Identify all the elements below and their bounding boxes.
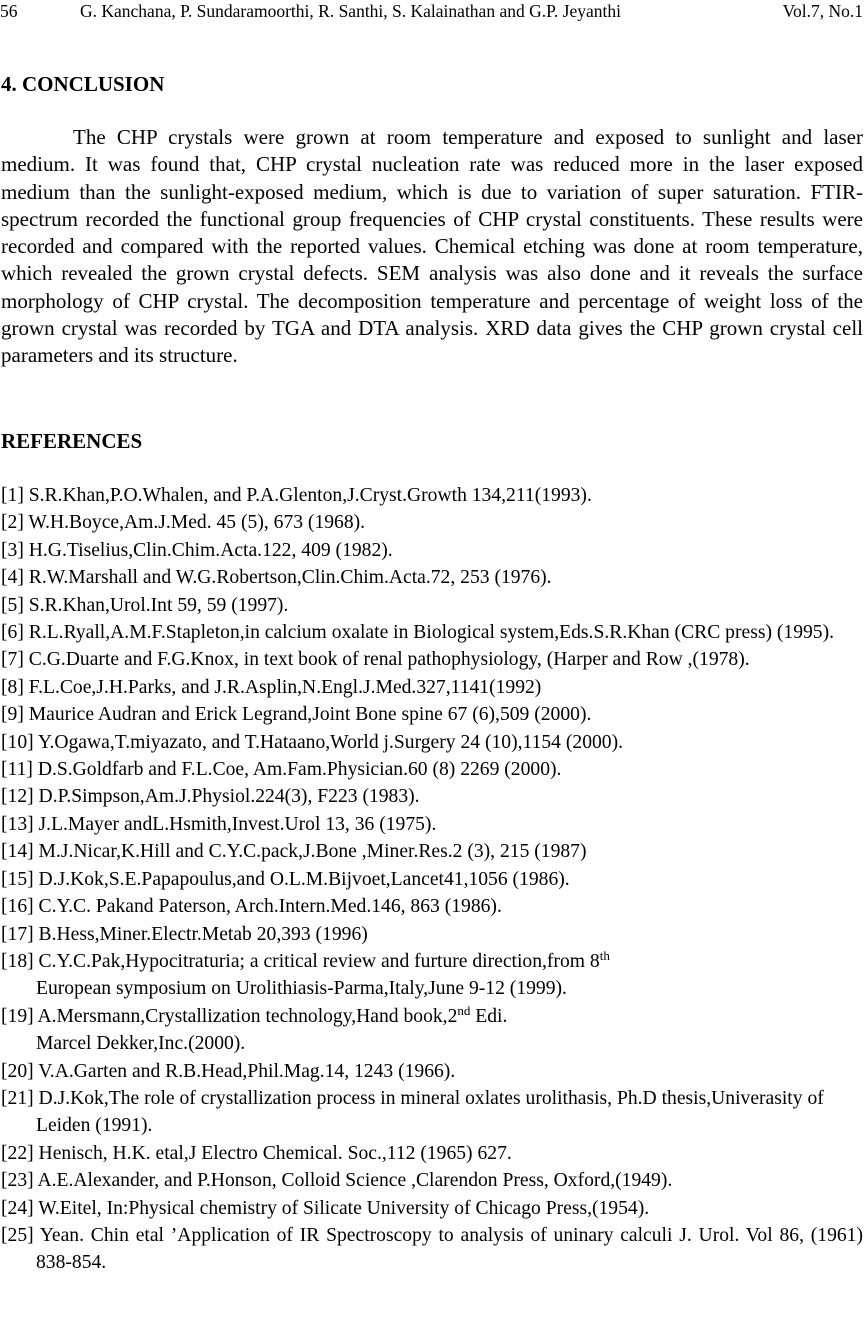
reference-item: [21] D.J.Kok,The role of crystallization process in mineral oxlates urolithasis, Ph.D thesis,Univerasity of Leiden (1991). — [1, 1087, 824, 1137]
reference-item: [23] A.E.Alexander, and P.Honson, Colloid Science ,Clarendon Press, Oxford,(1949). — [1, 1170, 673, 1192]
reference-item — [1, 1003, 863, 1058]
reference-item: [14] M.J.Nicar,K.Hill and C.Y.C.pack,J.Bone ,Miner.Res.2 (3), 215 (1987) — [1, 841, 587, 863]
conclusion-paragraph: The CHP crystals were grown at room temperature and exposed to sunlight and laser medium. It was found that, CHP crystal nucleation rate was reduced more in the laser exposed medium than the sunlight-exposed medium, which is due to variation of super saturation. FTIR-spectrum recorded the functional group frequencies of CHP crystal constituents. These results were recorded and compared with the reported values. Chemical etching was done at room temperature, which revealed the grown crystal defects. SEM analysis was also done and it reveals the surface morphology of CHP crystal. The decomposition temperature and percentage of weight loss of the grown crystal was recorded by TGA and DTA analysis. XRD data gives the CHP grown crystal cell parameters and its structure. — [1, 125, 863, 368]
reference-item: [15] D.J.Kok,S.E.Papapoulus,and O.L.M.Bijvoet,Lancet41,1056 (1986). — [1, 868, 570, 890]
reference-item: [11] D.S.Goldfarb and F.L.Coe, Am.Fam.Physician.60 (8) 2269 (2000). — [1, 759, 562, 781]
reference-item: [7] C.G.Duarte and F.G.Knox, in text book of renal pathophysiology, (Harper and Row ,(1978). — [1, 649, 750, 671]
reference-item: [1] S.R.Khan,P.O.Whalen, and P.A.Glenton,J.Cryst.Growth 134,211(1993). — [1, 485, 592, 506]
reference-list — [1, 482, 863, 1277]
page-number: 56 — [0, 1, 18, 21]
reference-item: [10] Y.Ogawa,T.miyazato, and T.Hataano,World j.Surgery 24 (10),1154 (2000). — [1, 731, 624, 753]
reference-item: [13] J.L.Mayer andL.Hsmith,Invest.Urol 13, 36 (1975). — [1, 813, 437, 835]
reference-item: [8] F.L.Coe,J.H.Parks, and J.R.Asplin,N.Engl.J.Med.327,1141(1992) — [1, 676, 542, 698]
reference-text: European symposium on Urolithiasis-Parma,Italy,June 9-12 (1999). — [36, 978, 567, 1000]
reference-item: [6] R.L.Ryall,A.M.F.Stapleton,in calcium oxalate in Biological system,Eds.S.R.Khan (CRC press) (1995). — [1, 622, 835, 644]
reference-item: [20] V.A.Garten and R.B.Head,Phil.Mag.14, 1243 (1966). — [1, 1060, 456, 1082]
reference-text: Marcel Dekker,Inc.(2000). — [36, 1033, 246, 1055]
header-volume: Vol.7, No.1 — [782, 1, 863, 21]
reference-item: [17] B.Hess,Miner.Electr.Metab 20,393 (1996) — [1, 923, 368, 945]
header-authors: G. Kanchana, P. Sundaramoorthi, R. Santhi, S. Kalainathan and G.P. Jeyanthi — [80, 1, 621, 21]
reference-item: [16] C.Y.C. Pakand Paterson, Arch.Intern.Med.146, 863 (1986). — [1, 896, 502, 918]
ordinal-suffix: nd — [457, 1002, 471, 1018]
reference-text: [19] A.Mersmann,Crystallization technology,Hand book,2 — [1, 1005, 458, 1027]
reference-item: [5] S.R.Khan,Urol.Int 59, 59 (1997). — [1, 594, 289, 616]
reference-item: [22] Henisch, H.K. etal,J Electro Chemical. Soc.,112 (1965) 627. — [1, 1142, 512, 1164]
reference-text: [18] C.Y.C.Pak,Hypocitraturia; a critical review and furture direction,from 8 — [1, 950, 600, 972]
reference-item: [2] W.H.Boyce,Am.J.Med. 45 (5), 673 (1968). — [1, 512, 366, 534]
reference-item: [4] R.W.Marshall and W.G.Robertson,Clin.Chim.Acta.72, 253 (1976). — [1, 567, 552, 589]
running-header — [0, 0, 865, 22]
reference-text: Edi. — [470, 1005, 508, 1027]
references-heading: REFERENCES — [1, 429, 143, 453]
ordinal-suffix: th — [599, 947, 610, 963]
reference-item — [1, 948, 863, 1003]
reference-item: [3] H.G.Tiselius,Clin.Chim.Acta.122, 409 (1982). — [1, 539, 393, 561]
reference-item: [25] Yean. Chin etal ’Application of IR Spectroscopy to analysis of uninary calculi J. Urol. Vol 86, (1961) 838-854. — [1, 1224, 863, 1274]
reference-item: [9] Maurice Audran and Erick Legrand,Joint Bone spine 67 (6),509 (2000). — [1, 704, 592, 726]
conclusion-heading: 4. CONCLUSION — [1, 72, 165, 96]
reference-item: [24] W.Eitel, In:Physical chemistry of Silicate University of Chicago Press,(1954). — [1, 1197, 650, 1219]
reference-item: [12] D.P.Simpson,Am.J.Physiol.224(3), F223 (1983). — [1, 786, 420, 808]
